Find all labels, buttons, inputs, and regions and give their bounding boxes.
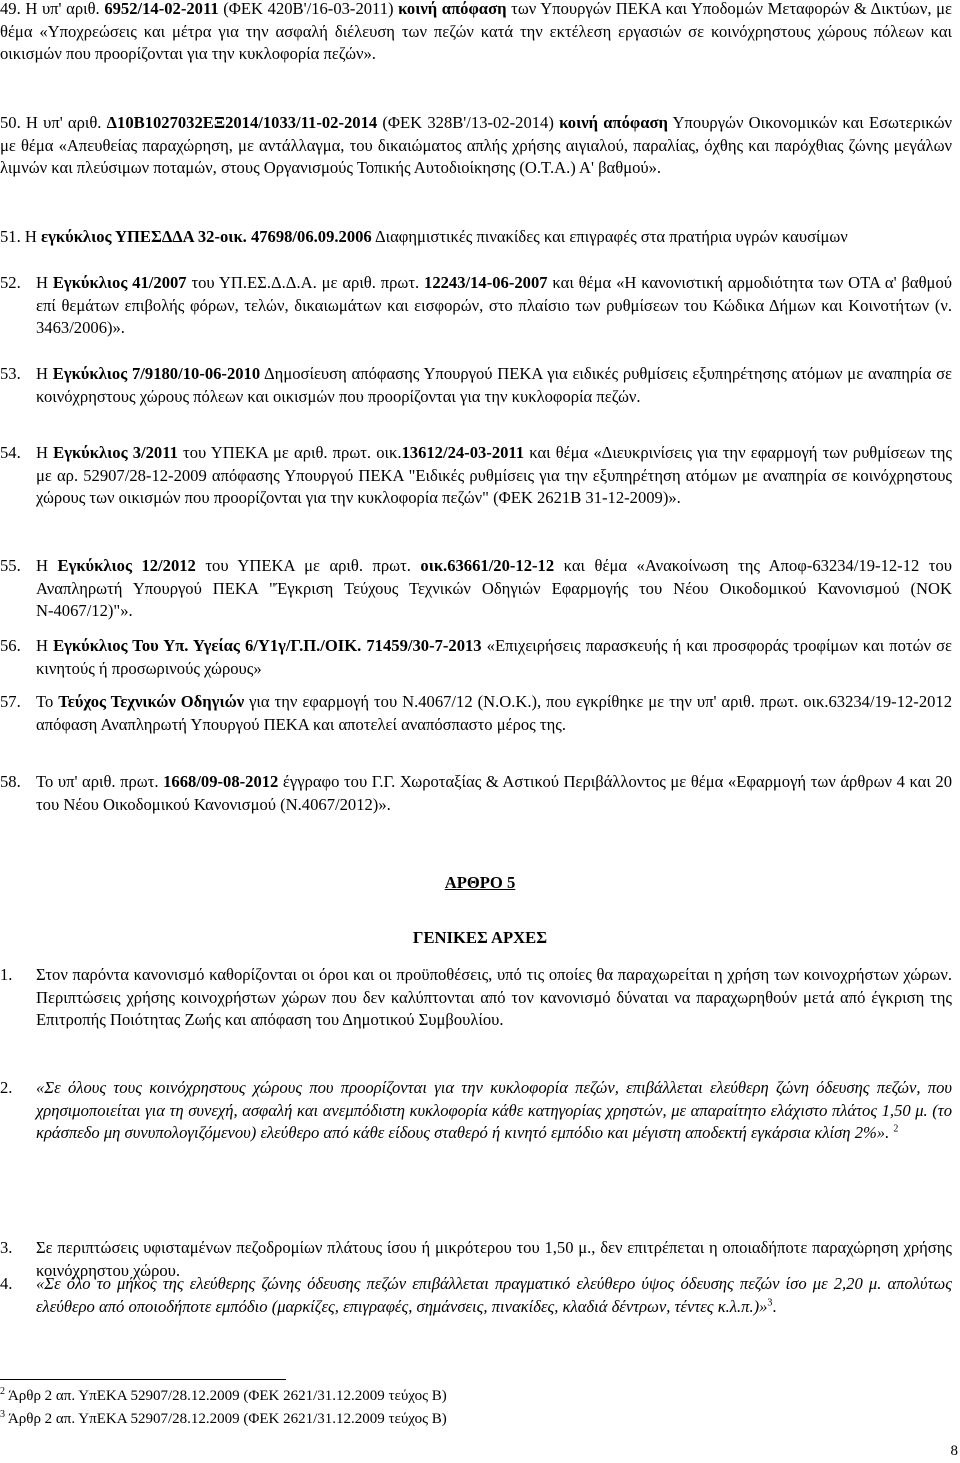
list-item-text (36, 771, 952, 816)
page-number: 8 (950, 1443, 958, 1459)
item-number: 54. (0, 443, 21, 462)
item-lead: 49. Η υπ' αριθ. (0, 0, 105, 18)
item-text: Διαφημιστικές πινακίδες και επιγραφές στα πρατήρια υγρών καυσίμων (371, 227, 848, 246)
paragraph-text: Στον παρόντα κανονισμό καθορίζονται οι όροι και οι προϋποθέσεις, υπό τις οποίες θα παραχωρείται η χρήση των κοινοχρήστων χώρων. Περιπτώσεις χρήσης κοινοχρήστων χώρων που δεν καλύπτονται από τον κανονισμό δύναται να παραχωρηθούν μετά από έγκριση της Επιτροπής Ποιότητας Ζωής και απόφαση του Δημοτικού Συμβουλίου. (36, 965, 952, 1029)
item-lead: Η (36, 364, 53, 383)
item-number: 58. (0, 772, 21, 791)
list-item-text (0, 0, 952, 66)
list-item-text (36, 635, 952, 680)
list-item-text (0, 226, 952, 249)
item-text: και θέμα «Διευκρινίσεις για την εφαρμογή των ρυθμίσεων της με αρ. 52907/28-12-2009 απόφασης Υπουργού ΠΕΚΑ "Ειδικές ρυθμίσεις για την εξυπηρέτηση ατόμων με αναπηρία σε κοινόχρηστους χώρους των οικισμών που προορίζονται για την κυκλοφορία πεζών" (ΦΕΚ 2621Β 31-12-2009)». (36, 443, 953, 507)
item-text: έγγραφο του Γ.Γ. Χωροταξίας & Αστικού Περιβάλλοντος με θέμα «Εφαρμογή των άρθρων 4 και 20 του Νέου Οικοδομικού Κανονισμού (Ν.4067/2012)». (36, 772, 952, 814)
item-type: κοινή απόφαση (559, 113, 668, 132)
item-reference-2: οικ.63661/20-12-12 (420, 556, 555, 575)
item-lead: Η (36, 636, 54, 655)
footnote-text: Άρθρ 2 απ. ΥπΕΚΑ 52907/28.12.2009 (ΦΕΚ 2621/31.12.2009 τεύχος Β) (7, 1411, 447, 1427)
item-number: 53. (0, 364, 21, 383)
paragraph-number: 3. (0, 1238, 13, 1257)
paragraph-text: «Σε όλο το μήκος της ελεύθερης ζώνης όδευσης πεζών επιβάλλεται πραγματικό ελεύθερο ύψος όδευσης πεζών ίσο με 2,20 μ. απολύτως ελεύθερο από οποιοδήποτε εμπόδιο (μαρκίζες, επιγραφές, σημάνσεις, πινακίδες, κλαδιά δέντρων, τέντες κ.λ.π.)» (36, 1274, 952, 1316)
item-reference: Τεύχος Τεχνικών Οδηγιών (58, 692, 245, 711)
item-text: για την εφαρμογή του Ν.4067/12 (Ν.Ο.Κ.), που εγκρίθηκε με την υπ' αριθ. πρωτ. οικ.63234/19-12-2012 απόφαση Αναπληρωτή Υπουργού ΠΕΚΑ και αποτελεί αναπόσπαστο μέρος της. (36, 692, 953, 734)
paragraph-number: 2. (0, 1078, 13, 1097)
paragraph-end: . (772, 1296, 777, 1316)
item-reference: εγκύκλιος ΥΠΕΣΔΔΑ 32-οικ. 47698/06.09.2006 (41, 227, 372, 246)
paragraph-text: Σε περιπτώσεις υφισταμένων πεζοδρομίων πλάτους ίσου ή μικρότερου του 1,50 μ., δεν επιτρέπεται η οποιαδήποτε παραχώρηση χρήσης κοινόχρηστου χώρου. (36, 1238, 952, 1280)
item-lead: Η (36, 273, 53, 292)
item-text: Υπουργών Οικονομικών και Εσωτερικών με θέμα «Απευθείας παραχώρηση, με αντάλλαγμα, του δικαιώματος απλής χρήσης αιγιαλού, παραλίας, όχθης και παρόχθιας ζώνης μεγάλων λιμνών και πλεύσιμων ποταμών, στους Οργανισμούς Τοπικής Αυτοδιοίκησης (Ο.Τ.Α.) Α' βαθμού». (0, 113, 952, 177)
list-item-text (36, 691, 952, 736)
footnote-divider (0, 1379, 286, 1380)
list-item-text (36, 363, 952, 408)
list-item-text (36, 555, 952, 623)
item-fek: (ΦΕΚ 420Β'/16-03-2011) (218, 0, 399, 18)
item-number: 52. (0, 273, 21, 292)
item-lead: Το υπ' αριθ. πρωτ. (36, 772, 164, 791)
footnote-reference: 2 (893, 1123, 899, 1135)
footnote-text: Άρθρ 2 απ. ΥπΕΚΑ 52907/28.12.2009 (ΦΕΚ 2621/31.12.2009 τεύχος Β) (7, 1388, 447, 1404)
footnote-mark: 3 (0, 1409, 5, 1420)
item-mid: του ΥΠΕΚΑ με αριθ. πρωτ. (195, 556, 421, 575)
article-subheading: ΓΕΝΙΚΕΣ ΑΡΧΕΣ (412, 928, 548, 947)
paragraph-number: 1. (0, 965, 13, 984)
item-reference-2: 12243/14-06-2007 (424, 273, 548, 292)
footnote-mark: 2 (0, 1386, 5, 1397)
item-fek: (ΦΕΚ 328Β'/13-02-2014) (377, 113, 560, 132)
item-text: Δημοσίευση απόφασης Υπουργού ΠΕΚΑ για ειδικές ρυθμίσεις εξυπηρέτησης ατόμων με αναπηρία σε κοινόχρηστους χώρους πόλεων και οικισμών που προορίζονται για την κυκλοφορία πεζών. (36, 364, 953, 406)
item-reference: Εγκύκλιος Του Υπ. Υγείας 6/Υ1γ/Γ.Π./ΟΙΚ. 71459/30-7-2013 (53, 636, 482, 655)
list-item-text (36, 442, 952, 510)
list-item-text (0, 112, 952, 180)
paragraph-text-wrap (36, 1077, 952, 1145)
item-lead: 50. Η υπ' αριθ. (0, 113, 107, 132)
item-reference: 6952/14-02-2011 (104, 0, 219, 18)
paragraph-text: «Σε όλους τους κοινόχρηστους χώρους που προορίζονται για την κυκλοφορία πεζών, επιβάλλεται ελεύθερη ζώνη όδευσης πεζών, που χρησιμοποιείται για τη συνεχή, ασφαλή και ανεμπόδιστη κυκλοφορία κάθε κατηγορίας χρηστών, με απαραίτητο ελάχιστο πλάτος 1,50 μ. (το κράσπεδο μη συνυπολογιζόμενου) ελεύθερο από κάθε είδους σταθερό ή κινητό εμπόδιο και μέγιστη αποδεκτή εγκάρσια κλίση 2%». (36, 1078, 952, 1142)
item-text: και θέμα «Ανακοίνωση της Αποφ-63234/19-12-12 του Αναπληρωτή Υπουργού ΠΕΚΑ "Έγκριση Τεύχους Τεχνικών Οδηγιών Εφαρμογής του Νέου Οικοδομικού Κανονισμού (ΝΟΚ Ν-4067/12)"». (36, 556, 952, 620)
item-reference: Εγκύκλιος 3/2011 (53, 443, 178, 462)
list-item-text (36, 272, 952, 340)
item-text: των Υπουργών ΠΕΚΑ και Υποδομών Μεταφορών & Δικτύων, με θέμα «Υποχρεώσεις και μέτρα για την ασφαλή διέλευση των πεζών κατά την εκτέλεση εργασιών σε κοινόχρηστους χώρους πόλεων και οικισμών που προορίζονται για την κυκλοφορία πεζών». (0, 0, 952, 63)
item-lead: 51. Η (0, 227, 42, 246)
footnote (0, 1387, 447, 1405)
item-text: «Επιχειρήσεις παρασκευής ή και προσφοράς τροφίμων και ποτών σε κινητούς ή προσωρινούς χώρους» (36, 636, 952, 678)
item-number: 56. (0, 636, 21, 655)
item-number: 57. (0, 692, 21, 711)
item-reference: Εγκύκλιος 7/9180/10-06-2010 (52, 364, 261, 383)
footnote (0, 1410, 447, 1428)
article-heading (0, 872, 960, 895)
item-lead: Το (36, 692, 59, 711)
item-type: κοινή απόφαση (398, 0, 507, 18)
item-reference: 1668/09-08-2012 (163, 772, 279, 791)
item-number: 55. (0, 556, 21, 575)
item-lead: Η (36, 556, 58, 575)
article-heading-text: ΑΡΘΡΟ 5 (444, 873, 516, 892)
item-reference-2: 13612/24-03-2011 (401, 443, 525, 462)
item-text: και θέμα «Η κανονιστική αρμοδιότητα των ΟΤΑ α' βαθμού επί θεμάτων επιβολής φόρων, τελών, δικαιωμάτων και εισφορών, στο πλαίσιο των ρυθμίσεων του Κώδικα Δήμων και Κοινοτήτων (ν. 3463/2006)». (36, 273, 952, 337)
item-reference: Εγκύκλιος 41/2007 (52, 273, 187, 292)
item-mid: του ΥΠ.ΕΣ.Δ.Δ.Α. με αριθ. πρωτ. (186, 273, 425, 292)
paragraph-text-wrap (36, 1273, 952, 1318)
item-mid: του ΥΠΕΚΑ με αριθ. πρωτ. οικ. (177, 443, 402, 462)
item-reference: Εγκύκλιος 12/2012 (57, 556, 196, 575)
paragraph-number: 4. (0, 1274, 13, 1293)
footnote-reference: 3 (767, 1296, 773, 1308)
item-lead: Η (36, 443, 54, 462)
item-reference: Δ10Β1027032ΕΞ2014/1033/11-02-2014 (106, 113, 378, 132)
